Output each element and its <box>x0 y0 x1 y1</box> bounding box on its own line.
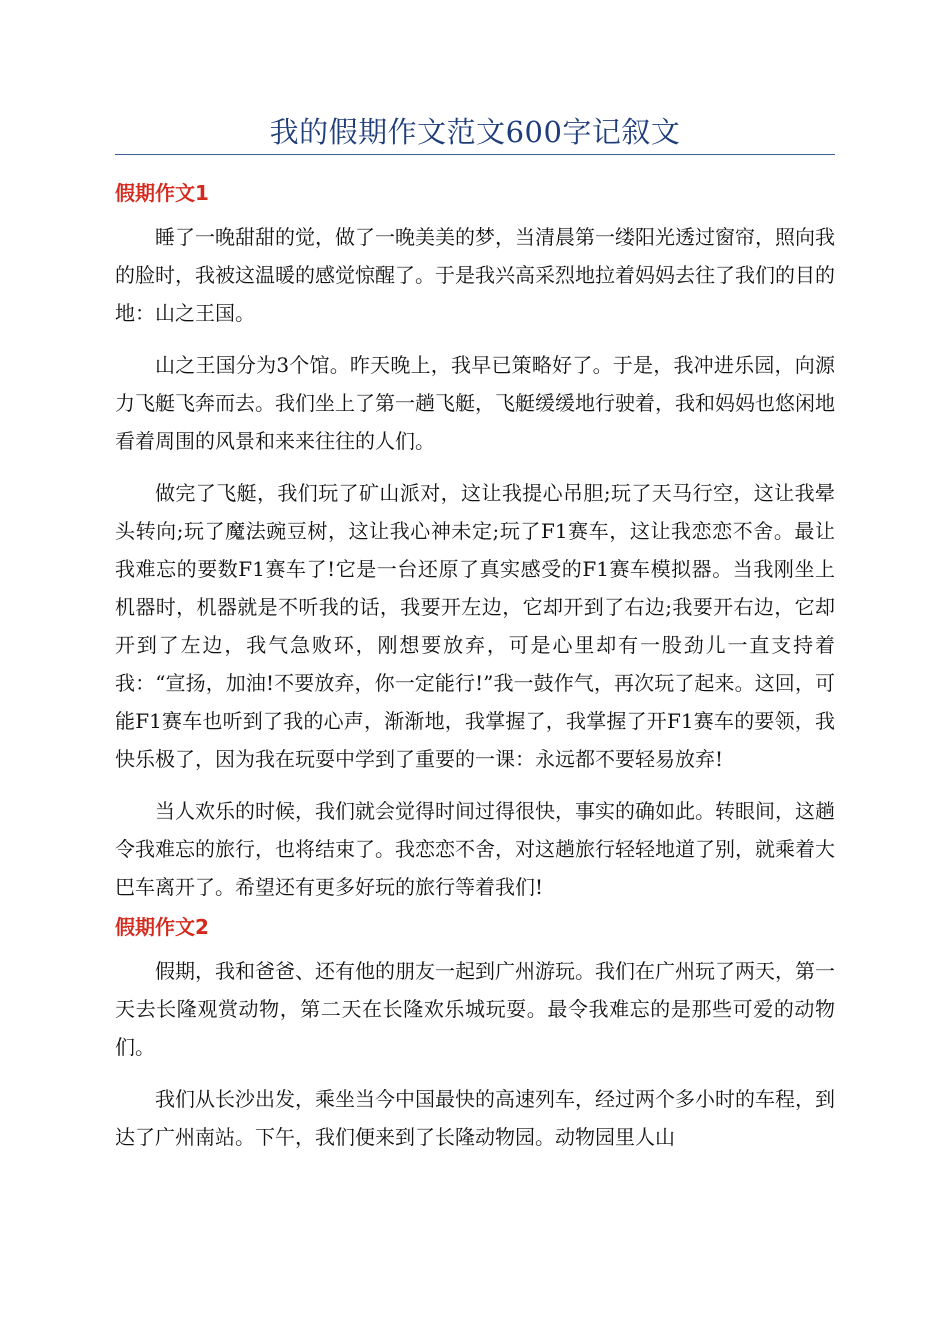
paragraph: 睡了一晚甜甜的觉，做了一晚美美的梦，当清晨第一缕阳光透过窗帘，照向我的脸时，我被这温暖的感觉惊醒了。于是我兴高采烈地拉着妈妈去往了我们的目的地：山之王国。 <box>115 225 835 325</box>
paragraph: 做完了飞艇，我们玩了矿山派对，这让我提心吊胆;玩了天马行空，这让我晕头转向;玩了魔法豌豆树，这让我心神未定;玩了F1赛车，这让我恋恋不舍。最让我难忘的要数F1赛车了!它是一台还原了真实感受的F1赛车模拟器。当我刚坐上机器时，机器就是不听我的话，我要开左边，它却开到了右边;我要开右边，它却开到了左边，我气急败环，刚想要放弃，可是心里却有一股劲儿一直支持着我：“宣扬，加油!不要放弃，你一定能行!”我一鼓作气，再次玩了起来。这回，可能F1赛车也听到了我的心声，渐渐地，我掌握了，我掌握了开F1赛车的要领，我快乐极了，因为我在玩耍中学到了重要的一课：永远都不要轻易放弃! <box>115 481 835 771</box>
section-heading-2: 假期作文2 <box>115 915 209 939</box>
document-body <box>115 178 835 1170</box>
paragraph: 我们从长沙出发，乘坐当今中国最快的高速列车，经过两个多小时的车程，到达了广州南站。下午，我们便来到了长隆动物园。动物园里人山 <box>115 1087 835 1149</box>
essay-section-1 <box>115 178 835 906</box>
title-underline <box>115 154 835 155</box>
section-heading-1: 假期作文1 <box>115 181 209 205</box>
document-title: 我的假期作文范文600字记叙文 <box>269 115 681 149</box>
paragraph: 假期，我和爸爸、还有他的朋友一起到广州游玩。我们在广州玩了两天，第一天去长隆观赏动物，第二天在长隆欢乐城玩耍。最令我难忘的是那些可爱的动物们。 <box>115 959 835 1059</box>
paragraph: 山之王国分为3个馆。昨天晚上，我早已策略好了。于是，我冲进乐园，向源力飞艇飞奔而去。我们坐上了第一趟飞艇，飞艇缓缓地行驶着，我和妈妈也悠闲地看着周围的风景和来来往往的人们。 <box>115 353 835 453</box>
essay-section-2 <box>115 912 835 1156</box>
paragraph: 当人欢乐的时候，我们就会觉得时间过得很快，事实的确如此。转眼间，这趟令我难忘的旅行，也将结束了。我恋恋不舍，对这趟旅行轻轻地道了别，就乘着大巴车离开了。希望还有更多好玩的旅行等着我们! <box>115 799 835 899</box>
